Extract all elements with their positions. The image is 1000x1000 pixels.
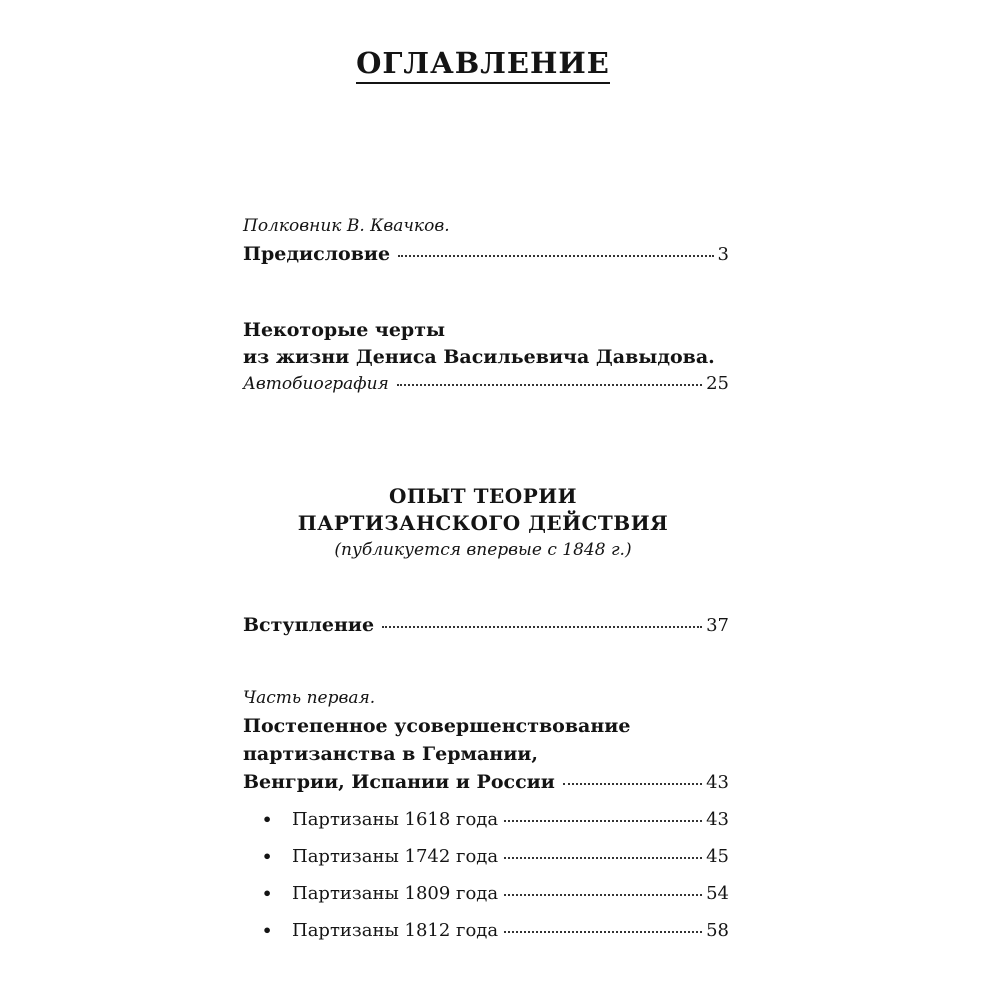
- page-title: [0, 46, 966, 84]
- section-subtitle: (публикуется впервые с 1848 г.): [334, 540, 632, 560]
- toc-page-number: 3: [717, 244, 729, 265]
- toc-page-number: 58: [706, 920, 729, 941]
- toc-sub-entry-label: Партизаны 1618 года: [292, 809, 499, 830]
- autobiography-heading-line-2: из жизни Дениса Васильевича Давыдова.: [243, 346, 715, 368]
- toc-sub-entry[interactable]: [262, 809, 729, 830]
- toc-page-number: 37: [706, 615, 729, 636]
- autobiography-heading-line-1: Некоторые черты: [243, 319, 446, 341]
- toc-sub-entry-label: Партизаны 1809 года: [292, 883, 499, 904]
- dot-leader: [504, 857, 702, 859]
- toc-sub-entry[interactable]: [262, 846, 729, 867]
- toc-page-number: 43: [706, 809, 729, 830]
- dot-leader: [504, 820, 702, 822]
- toc-sub-entry[interactable]: [262, 920, 729, 941]
- dot-leader: [504, 894, 702, 896]
- toc-page-number: 45: [706, 846, 729, 867]
- dot-leader: [398, 255, 713, 257]
- section-title-line-2: ПАРТИЗАНСКОГО ДЕЙСТВИЯ: [297, 511, 669, 535]
- section-title-line-1: ОПЫТ ТЕОРИИ: [388, 484, 578, 508]
- dot-leader: [504, 931, 702, 933]
- toc-sub-entry-label: Партизаны 1742 года: [292, 846, 499, 867]
- part-one-heading-line-2: партизанства в Германии,: [243, 743, 539, 765]
- bullet-icon: •: [262, 884, 273, 903]
- toc-page-number: 54: [706, 883, 729, 904]
- part-one-note: Часть первая.: [243, 688, 376, 708]
- page-title-text: ОГЛАВЛЕНИЕ: [356, 46, 610, 84]
- toc-entry-label: Венгрии, Испании и России: [243, 771, 555, 793]
- toc-entry-part-one[interactable]: [243, 771, 729, 793]
- toc-entry-label: Автобиография: [243, 374, 389, 394]
- toc-page-number: 25: [706, 373, 729, 394]
- dot-leader: [397, 384, 702, 386]
- part-one-heading-line-1: Постепенное усовершенствование: [243, 715, 631, 737]
- toc-sub-entry-label: Партизаны 1812 года: [292, 920, 499, 941]
- toc-entry-label: Вступление: [243, 614, 375, 636]
- toc-page-number: 43: [706, 772, 729, 793]
- dot-leader: [563, 783, 702, 785]
- bullet-icon: •: [262, 810, 273, 829]
- toc-entry-label: Предисловие: [243, 243, 391, 265]
- preface-author: Полковник В. Квачков.: [243, 216, 450, 236]
- toc-entry-preface[interactable]: [243, 243, 729, 265]
- bullet-icon: •: [262, 921, 273, 940]
- bullet-icon: •: [262, 847, 273, 866]
- dot-leader: [382, 626, 702, 628]
- toc-entry-autobiography[interactable]: [243, 373, 729, 394]
- toc-entry-intro[interactable]: [243, 614, 729, 636]
- toc-sub-entry[interactable]: [262, 883, 729, 904]
